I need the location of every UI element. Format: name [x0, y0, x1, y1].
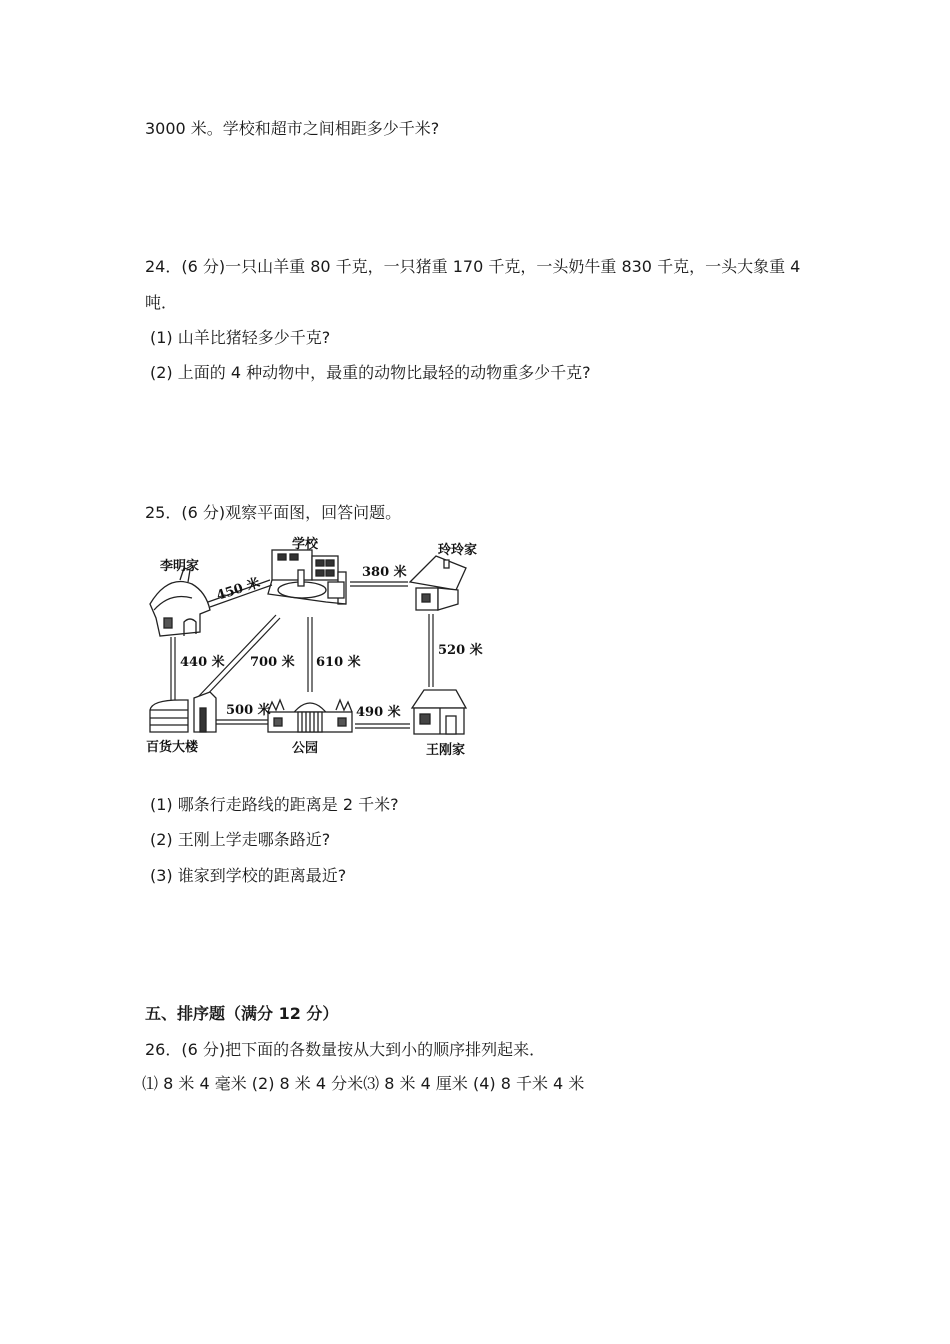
q24-stem-line1: 24．(6 分)一只山羊重 80 千克，一只猪重 170 千克，一头奶牛重 830 千克，一头大象重 4 [145, 257, 801, 276]
place-store: 百货大楼 [146, 740, 199, 755]
q26-items: ⑴ 8 米 4 毫米 (2) 8 米 4 分米⑶ 8 米 4 厘米 (4) 8 千米 4 米 [142, 1074, 585, 1093]
q25-sub1: (1) 哪条行走路线的距离是 2 千米? [150, 795, 399, 814]
distance-park-school: 610 米 [316, 655, 361, 670]
house-lingling-icon [410, 556, 466, 610]
q23-tail-text: 3000 米。学校和超市之间相距多少千米? [145, 119, 440, 138]
plan-map [140, 532, 500, 764]
distance-lingling-wanggang: 520 米 [438, 643, 483, 658]
distance-liming-store: 440 米 [180, 655, 225, 670]
distance-school-lingling: 380 米 [362, 565, 407, 580]
department-store-icon [150, 692, 216, 732]
park-gate-icon [268, 700, 352, 732]
distance-store-park: 500 米 [226, 703, 271, 718]
distance-park-wanggang: 490 米 [356, 705, 401, 720]
place-wanggang: 王刚家 [426, 743, 466, 758]
place-liming: 李明家 [160, 559, 200, 574]
place-lingling: 玲玲家 [438, 543, 478, 558]
section5-title: 五、排序题（满分 12 分） [145, 1004, 339, 1023]
school-building-icon [268, 550, 346, 604]
q25-sub2: (2) 王刚上学走哪条路近? [150, 830, 331, 849]
q26-stem: 26．(6 分)把下面的各数量按从大到小的顺序排列起来． [145, 1040, 546, 1059]
place-park: 公园 [292, 741, 319, 756]
house-liming-icon [150, 568, 210, 636]
q24-stem-line2: 吨． [145, 293, 178, 312]
q25-sub3: (3) 谁家到学校的距离最近? [150, 866, 347, 885]
q24-sub1: (1) 山羊比猪轻多少千克? [150, 328, 331, 347]
distance-store-school: 700 米 [250, 655, 295, 670]
q25-stem: 25．(6 分)观察平面图，回答问题。 [145, 503, 402, 522]
house-wanggang-icon [412, 690, 466, 734]
place-school: 学校 [292, 537, 319, 552]
q24-sub2: (2) 上面的 4 种动物中，最重的动物比最轻的动物重多少千克? [150, 363, 591, 382]
distance-liming-school: 450 米 [214, 575, 262, 604]
